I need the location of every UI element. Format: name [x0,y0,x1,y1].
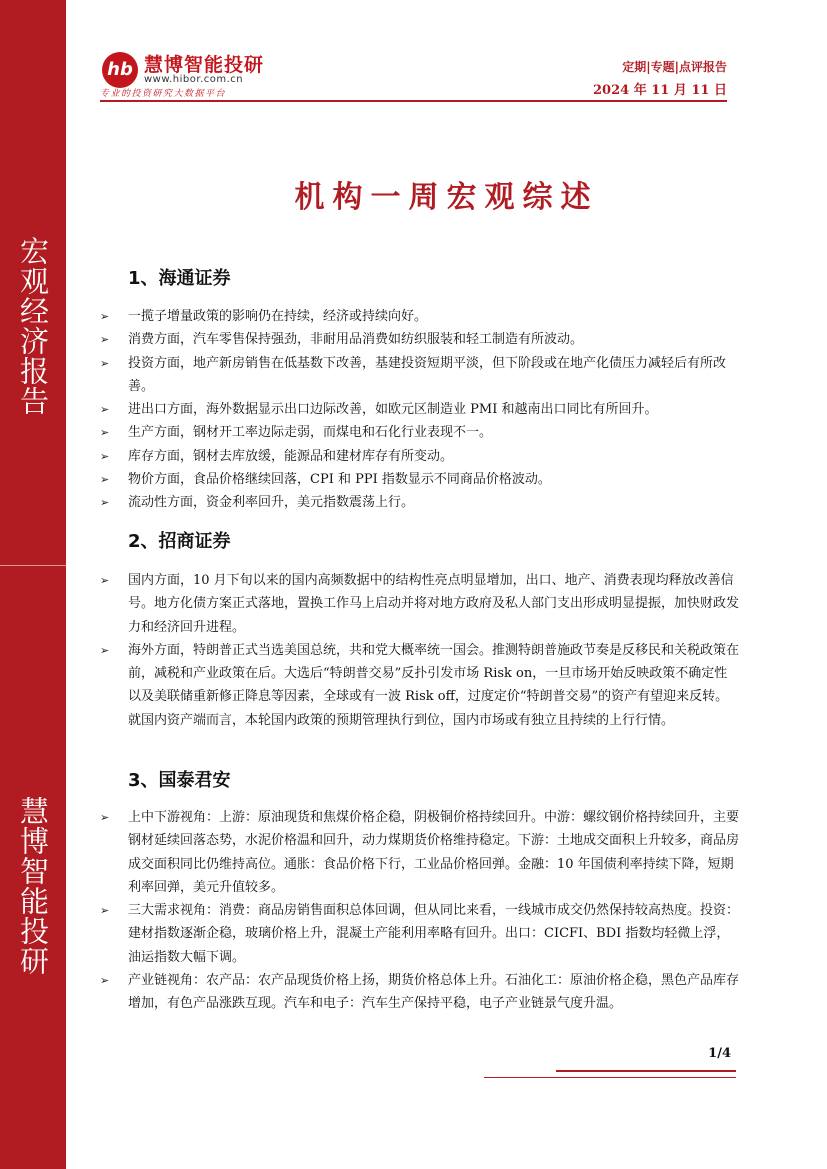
sidebar-brand-label: 慧博智能投研 [16,796,50,976]
list-item: ➢ 海外方面，特朗普正式当选美国总统，共和党大概率统一国会。推测特朗普施政节奏是反移民和关税政策在前，减税和产业政策在后。大选后“特朗普交易”反扑引发市场 Risk on，一旦市场开始反映政策不确定性以及美联储重新修正降息等因素，全球或有一波 Risk off，过度定价“特朗普交易”的资产有望迎来反转。就国内资产端而言，本轮国内政策的预期管理执行到位，国内市场或有独立且持续的上行行情。 [100,639,740,732]
section-heading-guotai: 3、国泰君安 [128,770,231,791]
footer-divider-thin [484,1077,736,1078]
list-item: ➢ 一揽子增量政策的影响仍在持续，经济或持续向好。 [100,305,740,328]
list-item: ➢ 国内方面，10 月下旬以来的国内高频数据中的结构性亮点明显增加，出口、地产、消费表现均释放改善信号。地方化债方案正式落地，置换工作马上启动并将对地方政府及私人部门支出形成明显提振，加快财政发力和经济回升进程。 [100,569,740,639]
arrow-bullet-icon: ➢ [100,974,110,988]
arrow-bullet-icon: ➢ [100,496,110,510]
sidebar [0,0,66,1169]
arrow-bullet-icon: ➢ [100,403,110,417]
arrow-bullet-icon: ➢ [100,574,110,587]
list-item: ➢ 投资方面，地产新房销售在低基数下改善，基建投资短期平淡，但下阶段或在地产化债压力减轻后有所改善。 [100,352,740,399]
list-item: ➢ 库存方面，钢材去库放缓，能源品和建材库存有所变动。 [100,445,740,468]
page-number: 1/4 [708,1046,731,1061]
arrow-bullet-icon: ➢ [100,643,110,657]
document-title: 机构一周宏观综述 [294,180,599,215]
list-item: ➢ 生产方面，钢材开工率边际走弱，而煤电和石化行业表现不一。 [100,421,740,444]
header-divider [100,100,727,102]
footer-divider [556,1070,736,1072]
list-item: ➢ 上中下游视角：上游：原油现货和焦煤价格企稳，阴极铜价格持续回升。中游：螺纹钢价格持续回升，主要钢材延续回落态势，水泥价格温和回升，动力煤期货价格维持稳定。下游：土地成交面积上升较多，商品房成交面积同比仍维持高位。通胀：食品价格下行，工业品价格回弹。金融：10 年国债利率持续下降，短期利率回弹，美元升值较多。 [100,806,740,899]
arrow-bullet-icon: ➢ [100,333,110,347]
section-heading-haitong: 1、海通证券 [128,268,231,289]
logo-name: 慧博智能投研 [144,54,265,76]
sidebar-divider [0,565,66,566]
logo-url: www.hibor.com.cn [144,74,244,85]
arrow-bullet-icon: ➢ [100,473,110,487]
section-heading-zhaoshang: 2、招商证券 [128,531,231,552]
arrow-bullet-icon: ➢ [100,310,110,323]
bullet-list-guotai [100,806,740,1016]
report-type: 定期|专题|点评报告 [622,60,727,74]
logo-slogan: 专业的投资研究大数据平台 [100,89,227,99]
list-item: ➢ 进出口方面，海外数据显示出口边际改善，如欧元区制造业 PMI 和越南出口同比有所回升。 [100,398,740,421]
bullet-list-haitong [100,305,740,515]
arrow-bullet-icon: ➢ [100,811,110,824]
bullet-list-zhaoshang [100,569,740,732]
arrow-bullet-icon: ➢ [100,449,110,463]
sidebar-report-category: 宏观经济报告 [16,236,50,416]
arrow-bullet-icon: ➢ [100,426,110,440]
list-item: ➢ 流动性方面，资金利率回升，美元指数震荡上行。 [100,491,740,514]
arrow-bullet-icon: ➢ [100,904,110,918]
list-item: ➢ 产业链视角：农产品：农产品现货价格上扬，期货价格总体上升。石油化工：原油价格企稳，黑色产品库存增加，有色产品涨跌互现。汽车和电子：汽车生产保持平稳，电子产业链景气度升温。 [100,969,740,1016]
logo-mark-icon: hb [102,52,138,88]
list-item: ➢ 三大需求视角：消费：商品房销售面积总体回调，但从同比来看，一线城市成交仍然保持较高热度。投资：建材指数逐渐企稳，玻璃价格上升，混凝土产能利用率略有回升。出口：CICFI、BDI 指数均轻微上浮，油运指数大幅下调。 [100,899,740,969]
list-item: ➢ 物价方面，食品价格继续回落，CPI 和 PPI 指数显示不同商品价格波动。 [100,468,740,491]
list-item: ➢ 消费方面，汽车零售保持强劲，非耐用品消费如纺织服装和轻工制造有所波动。 [100,328,740,351]
brand-logo [100,50,300,100]
arrow-bullet-icon: ➢ [100,356,110,370]
report-date: 2024 年 11 月 11 日 [593,83,727,98]
